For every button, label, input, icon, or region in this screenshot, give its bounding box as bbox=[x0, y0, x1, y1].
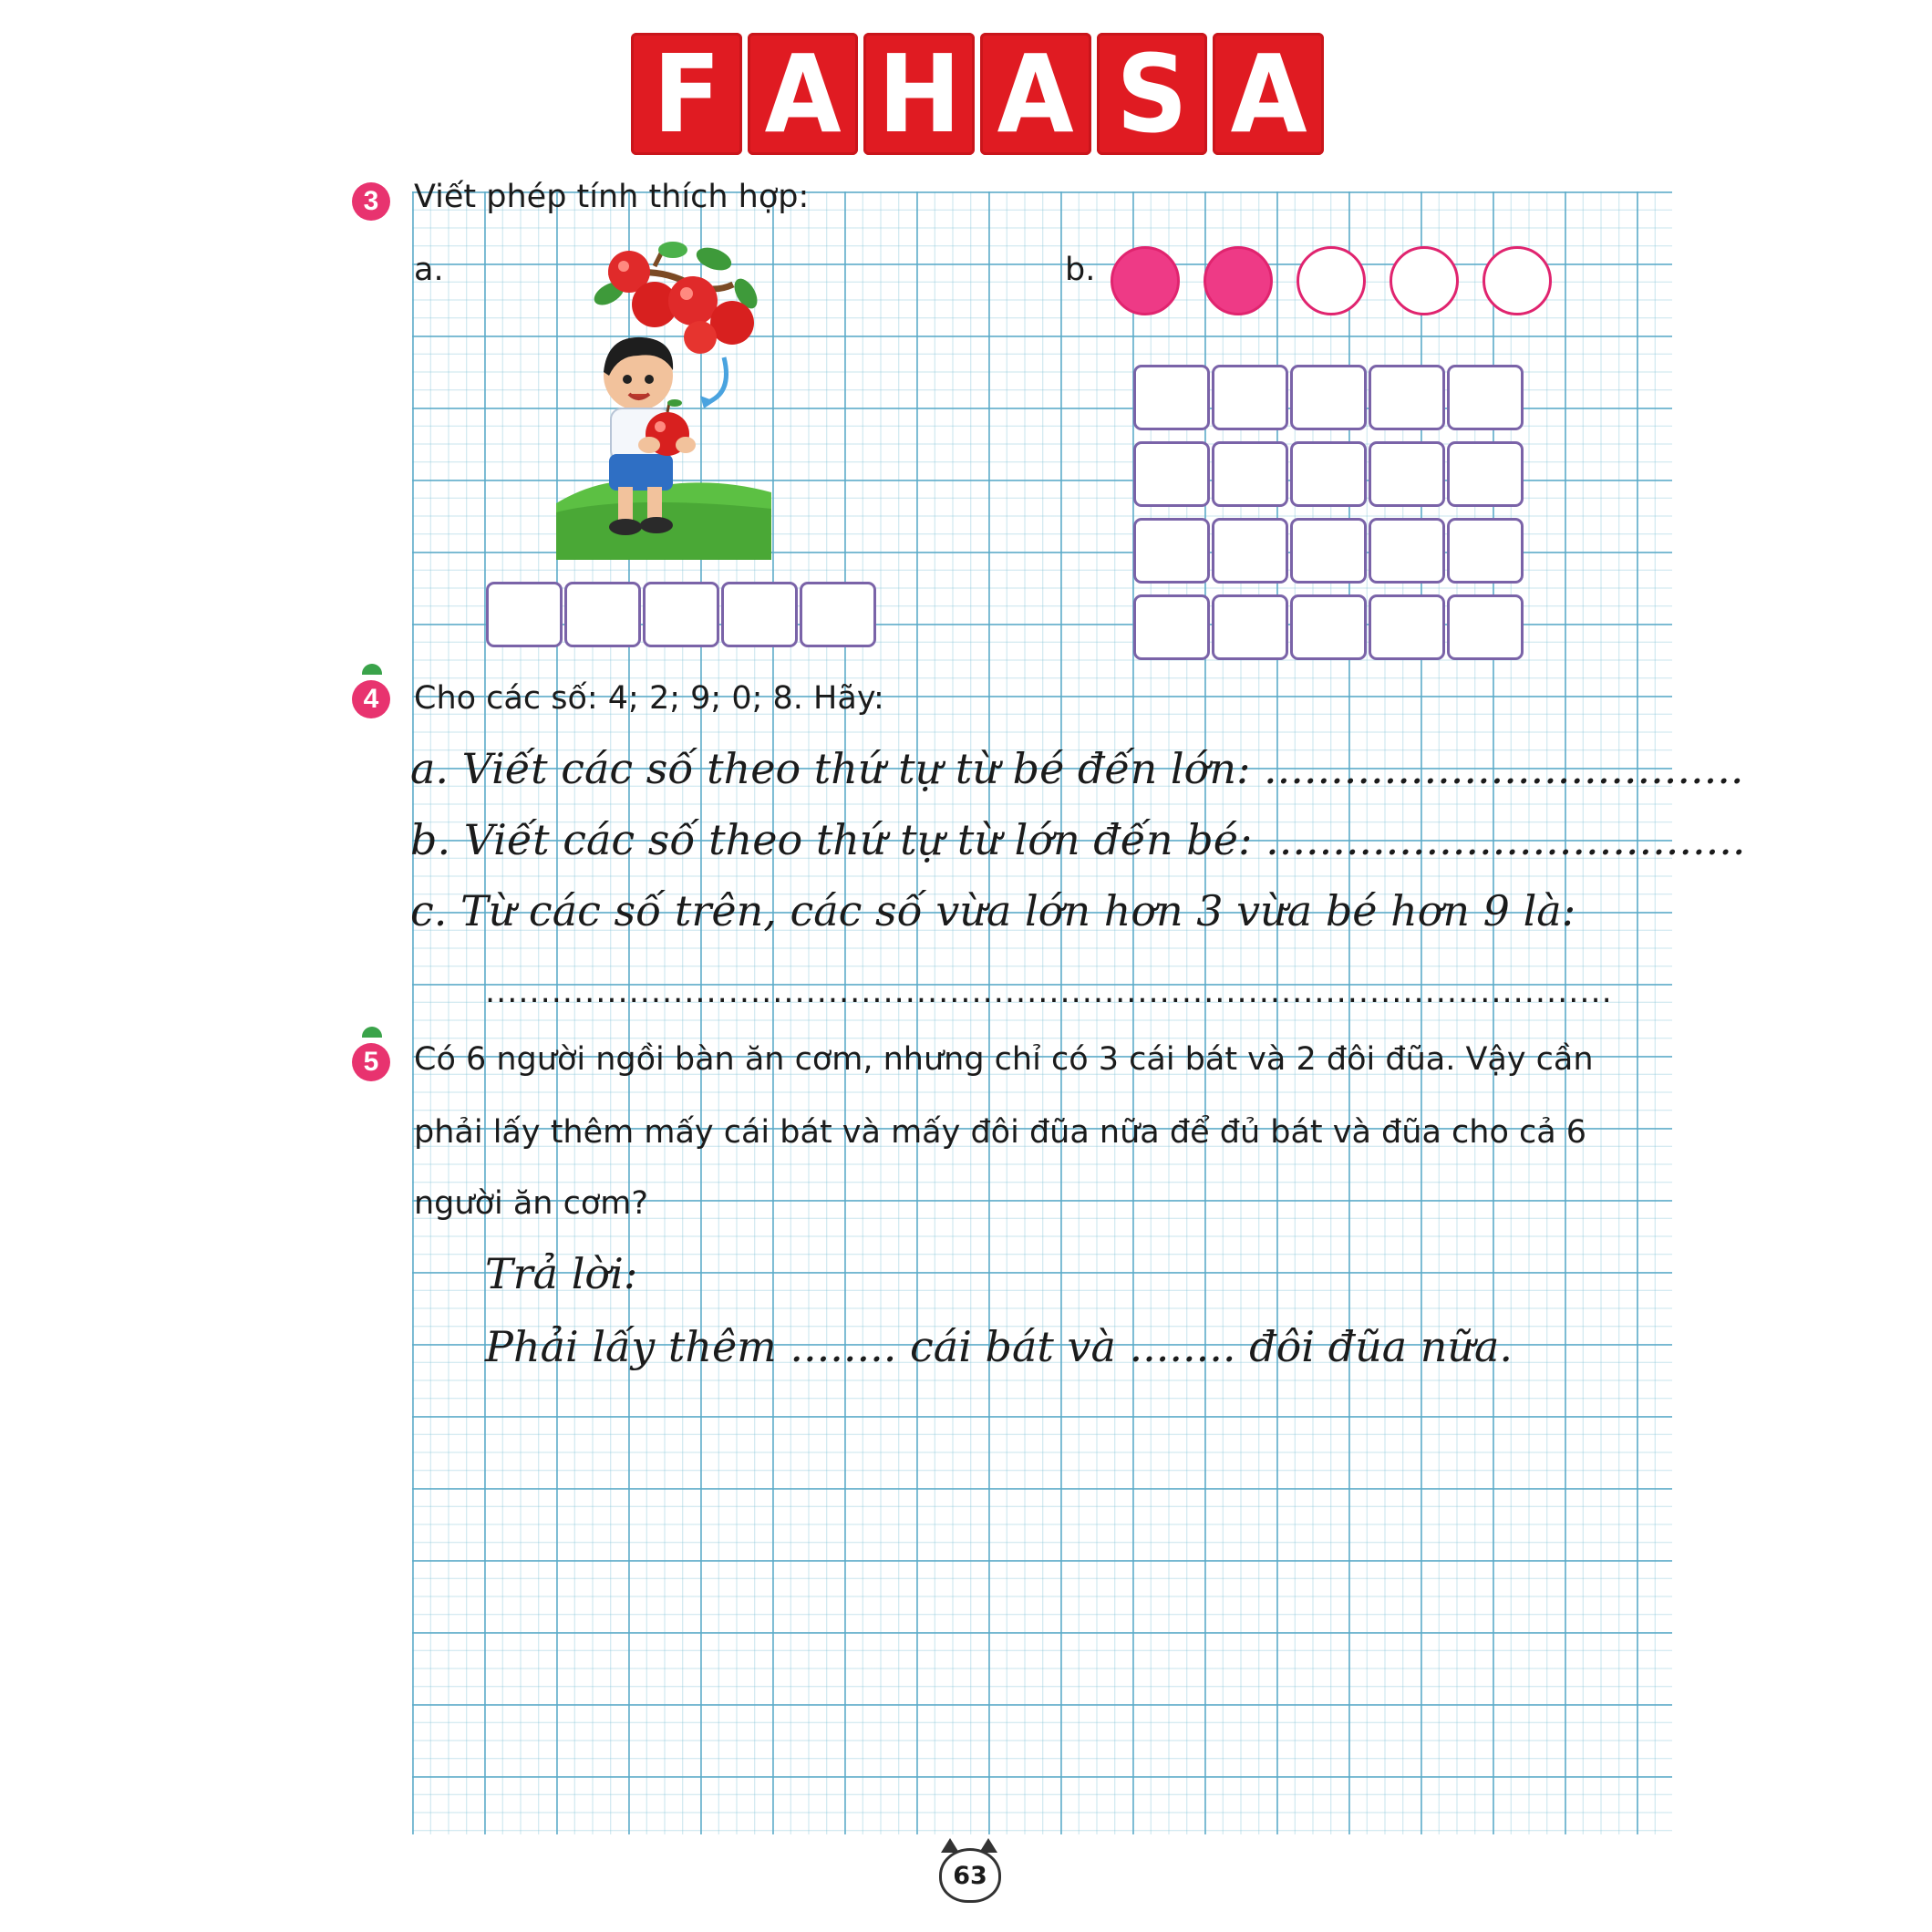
leaf-icon bbox=[362, 664, 382, 675]
answer-box[interactable] bbox=[1447, 594, 1524, 660]
fahasa-logo bbox=[631, 33, 1324, 155]
empty-circle bbox=[1390, 246, 1459, 315]
logo-letter-tile: A bbox=[1213, 33, 1324, 155]
answer-box[interactable] bbox=[1290, 518, 1367, 584]
answer-box[interactable] bbox=[1447, 441, 1524, 507]
question-4-intro: Cho các số: 4; 2; 9; 0; 8. Hãy: bbox=[414, 680, 884, 717]
answer-box[interactable] bbox=[1290, 441, 1367, 507]
question-4-line-b: b. Viết các số theo thứ tự từ lớn đến bé: .................................... bbox=[410, 815, 1746, 864]
question-4-badge: 4 bbox=[352, 680, 390, 718]
logo-letter-tile: A bbox=[980, 33, 1091, 155]
answer-box[interactable] bbox=[643, 582, 719, 647]
answer-box[interactable] bbox=[1133, 365, 1210, 430]
answer-box[interactable] bbox=[721, 582, 798, 647]
answer-box[interactable] bbox=[1447, 518, 1524, 584]
empty-circle bbox=[1297, 246, 1366, 315]
answer-box[interactable] bbox=[1447, 365, 1524, 430]
answer-box[interactable] bbox=[1212, 518, 1288, 584]
answer-box[interactable] bbox=[564, 582, 641, 647]
leaf-icon bbox=[362, 1027, 382, 1038]
question-4-answer-dots[interactable]: ...................................................................................................... bbox=[485, 974, 1613, 1010]
answer-box[interactable] bbox=[1212, 594, 1288, 660]
filled-circle bbox=[1111, 246, 1180, 315]
logo-letter-tile: F bbox=[631, 33, 742, 155]
answer-box[interactable] bbox=[1369, 441, 1445, 507]
empty-circle bbox=[1483, 246, 1552, 315]
part-a-answer-boxes bbox=[486, 582, 878, 647]
answer-box[interactable] bbox=[1290, 594, 1367, 660]
question-5-line-3: người ăn cơm? bbox=[414, 1185, 648, 1222]
boy-apple-image bbox=[554, 239, 773, 560]
part-b-answer-grid bbox=[1133, 365, 1525, 660]
answer-box[interactable] bbox=[1369, 594, 1445, 660]
part-b-label: b. bbox=[1065, 252, 1096, 288]
answer-box[interactable] bbox=[1212, 365, 1288, 430]
answer-box-row bbox=[1133, 518, 1525, 584]
logo-letter-tile: H bbox=[863, 33, 975, 155]
answer-box-row bbox=[1133, 365, 1525, 430]
page-number: 63 bbox=[939, 1848, 1001, 1903]
question-5-answer-label: Trả lời: bbox=[485, 1249, 638, 1298]
question-5-badge: 5 bbox=[352, 1043, 390, 1081]
question-5-line-1: Có 6 người ngồi bàn ăn cơm, nhưng chỉ có 3 cái bát và 2 đôi đũa. Vậy cần bbox=[414, 1041, 1594, 1078]
answer-box[interactable] bbox=[800, 582, 876, 647]
question-3-title: Viết phép tính thích hợp: bbox=[414, 179, 810, 215]
answer-box[interactable] bbox=[1212, 441, 1288, 507]
answer-box[interactable] bbox=[1290, 365, 1367, 430]
answer-box[interactable] bbox=[486, 582, 563, 647]
logo-letter-tile: A bbox=[748, 33, 859, 155]
answer-box-row bbox=[1133, 594, 1525, 660]
question-4-line-c: c. Từ các số trên, các số vừa lớn hơn 3 vừa bé hơn 9 là: bbox=[410, 886, 1576, 935]
answer-box[interactable] bbox=[1369, 365, 1445, 430]
part-a-label: a. bbox=[414, 252, 444, 288]
filled-circle bbox=[1204, 246, 1273, 315]
answer-box[interactable] bbox=[1369, 518, 1445, 584]
question-3-badge: 3 bbox=[352, 182, 390, 221]
question-4-line-a: a. Viết các số theo thứ tự từ bé đến lớn: .................................... bbox=[410, 744, 1744, 793]
answer-box[interactable] bbox=[1133, 594, 1210, 660]
question-5-line-2: phải lấy thêm mấy cái bát và mấy đôi đũa nữa để đủ bát và đũa cho cả 6 bbox=[414, 1114, 1587, 1151]
answer-box[interactable] bbox=[1133, 441, 1210, 507]
question-5-answer-line: Phải lấy thêm ........ cái bát và ........ đôi đũa nữa. bbox=[485, 1322, 1514, 1371]
circle-row bbox=[1111, 246, 1552, 315]
answer-box[interactable] bbox=[1133, 518, 1210, 584]
boy-apple-illustration bbox=[554, 239, 773, 560]
answer-box-row bbox=[1133, 441, 1525, 507]
logo-letter-tile: S bbox=[1097, 33, 1208, 155]
